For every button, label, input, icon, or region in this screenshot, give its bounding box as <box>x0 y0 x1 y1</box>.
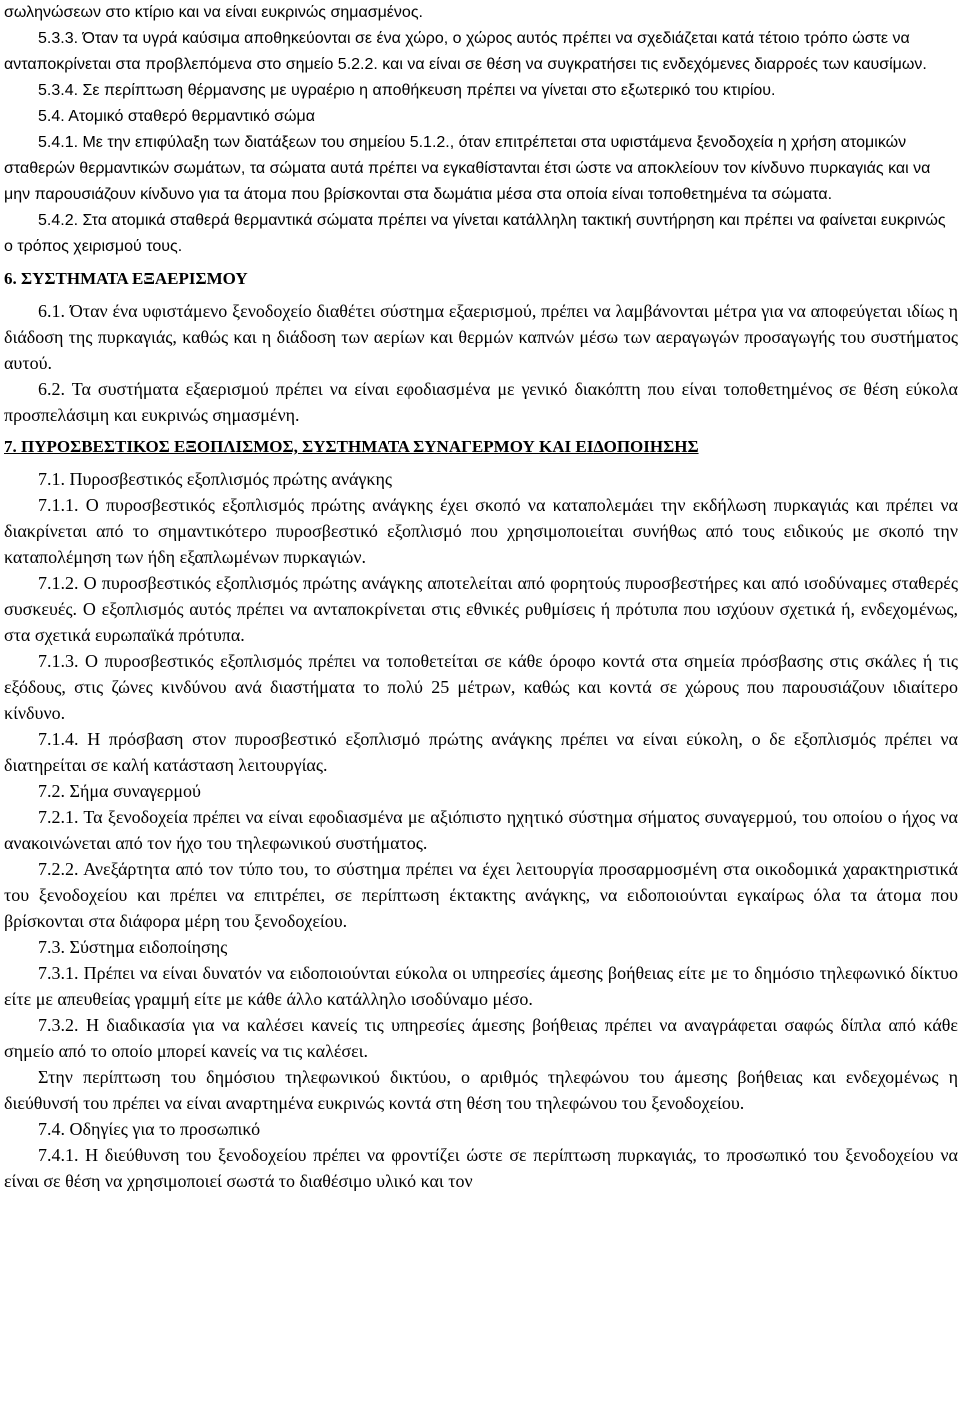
paragraph-7-1-1: 7.1.1. Ο πυροσβεστικός εξοπλισμός πρώτης ανάγκης έχει σκοπό να καταπολεμάει την εκδήλωση πυρκαγιάς και πρέπει να διακρίνεται από το σημαντικότερο πυροσβεστικό εξοπλισμό που χρησιμοποιείται συνήθως από τους ειδικούς με σκοπό την καταπολέμηση των ήδη εξαπλωμένων πυρκαγιών. <box>4 495 958 567</box>
section-heading-7-part-b: Δ <box>593 437 604 456</box>
paragraph-6-2: 6.2. Τα συστήματα εξαερισμού πρέπει να είναι εφοδιασμένα με γενικό διακόπτη που είναι τοποθετημένος σε θέση εύκολα προσπελάσιμη και ευκρινώς σημασμένη. <box>4 379 958 425</box>
paragraph-5-4: 5.4. Ατομικό σταθερό θερμαντικό σώμα <box>38 108 315 125</box>
paragraph-7-1-3: 7.1.3. Ο πυροσβεστικός εξοπλισμός πρέπει να τοποθετείται σε κάθε όροφο κοντά στα σημεία πρόσβασης στις σκάλες ή τις εξόδους, στις ζώνες κινδύνου ανά διαστήματα το πολύ 25 μέτρων, καθώς και κοντά σε χώρους που παρουσιάζουν ιδιαίτερο κίνδυνο. <box>4 651 958 723</box>
paragraph-7-4-1: 7.4.1. Η διεύθυνση του ξενοδοχείου πρέπει να φροντίζει ώστε σε περίπτωση πυρκαγιάς, το προσωπικό του ξενοδοχείου να είναι σε θέση να χρησιμοποιεί σωστά το διαθέσιμο υλικό και τον <box>4 1145 958 1191</box>
paragraph-7-1: 7.1. Πυροσβεστικός εξοπλισμός πρώτης ανάγκης <box>38 469 392 489</box>
section-heading-7 <box>4 432 958 462</box>
paragraph-7-4: 7.4. Οδηγίες για το προσωπικό <box>38 1119 261 1139</box>
paragraph-7-2-2: 7.2.2. Ανεξάρτητα από τον τύπο του, το σύστημα πρέπει να έχει λειτουργία προσαρμοσμένη στα οικοδομικά χαρακτηριστικά του ξενοδοχείου και πρέπει να επιτρέπει, σε περίπτωση έκτακτης ανάγκης, να ειδοποιούνται εγκαίρως όλα τα άτομα που βρίσκονται στα διάφορα μέρη του ξενοδοχείου. <box>4 859 958 931</box>
paragraph-5-4-1: 5.4.1. Με την επιφύλαξη των διατάξεων του σημείου 5.1.2., όταν επιτρέπεται στα υφιστάμενα ξενοδοχεία η χρήση ατομικών σταθερών θερμαντικών σωμάτων, τα σώματα αυτά πρέπει να εγκαθίστανται έτσι ώστε να αποκλείουν τον κίνδυνο πυρκαγιάς και να μην παρουσιάζουν κίνδυνο για τα άτομα που βρίσκονται στα δωμάτια μέσα στα οποία είναι τοποθετημένα τα σώματα. <box>4 134 931 203</box>
paragraph-5-3-3: 5.3.3. Όταν τα υγρά καύσιμα αποθηκεύονται σε ένα χώρο, ο χώρος αυτός πρέπει να σχεδιάζεται κατά τέτοιο τρόπο ώστε να ανταποκρίνεται στα προβλεπόμενα στο σημείο 5.2.2. και να είναι σε θέση να συγκρατήσει τις ενδεχόμενες διαρροές των καυσίμων. <box>4 30 927 73</box>
paragraph-public-network: Στην περίπτωση του δημόσιου τηλεφωνικού δικτύου, ο αριθμός τηλεφώνου του άμεσης βοήθειας και ενδεχομένως η διεύθυνσή του πρέπει να είναι αναρτημένα ευκρινώς κοντά στη θέση του τηλεφώνου του ξενοδοχείου. <box>4 1067 958 1113</box>
paragraph-7-3-2: 7.3.2. Η διαδικασία για να καλέσει κανείς τις υπηρεσίες άμεσης βοήθειας πρέπει να αναγράφεται σαφώς δίπλα από κάθε σημείο από το οποίο μπορεί κανείς να τις καλέσει. <box>4 1015 958 1061</box>
paragraph-7-2-1: 7.2.1. Τα ξενοδοχεία πρέπει να είναι εφοδιασμένα με αξιόπιστο ηχητικό σύστημα σήματος συναγερμού, του οποίου ο ήχος να ανακοινώνεται από τον ήχο του τηλεφωνικού συστήματος. <box>4 807 958 853</box>
paragraph-6-1: 6.1. Όταν ένα υφιστάμενο ξενοδοχείο διαθέτει σύστημα εξαερισμού, πρέπει να λαμβάνονται μέτρα για να αποφεύγεται ιδίως η διάδοση της πυρκαγιάς, καθώς και η διάδοση των αερίων και θερμών καπνών μέσω των αεραγωγών προσαγωγής του συστήματος αυτού. <box>4 301 958 373</box>
section-heading-7-part-c: ΟΠΟΙΗΣΗΣ <box>603 437 699 456</box>
paragraph-7-3-1: 7.3.1. Πρέπει να είναι δυνατόν να ειδοποιούνται εύκολα οι υπηρεσίες άμεσης βοήθειας είτε με το δημόσιο τηλεφωνικό δίκτυο είτε με απευθείας γραμμή είτε με κάθε άλλο κατάλληλο ισοδύναμο μέσο. <box>4 963 958 1009</box>
section-heading-6: 6. ΣΥΣΤΗΜΑΤΑ ΕΞΑΕΡΙΣΜΟΥ <box>4 269 248 288</box>
paragraph-7-3: 7.3. Σύστημα ειδοποίησης <box>38 937 228 957</box>
paragraph-p0: σωληνώσεων στο κτίριο και να είναι ευκρινώς σημασμένος. <box>4 4 423 21</box>
paragraph-7-2: 7.2. Σήμα συναγερμού <box>38 781 201 801</box>
section-heading-7-part-a: 7. ΠΥΡΟΣΒΕΣΤΙΚΟΣ ΕΞΟΠΛΙΣΜΟΣ, ΣΥΣΤΗΜΑΤΑ ΣΥΝΑΓΕΡΜΟΥ ΚΑΙ ΕΙ <box>4 437 594 456</box>
paragraph-7-1-4: 7.1.4. Η πρόσβαση στον πυροσβεστικό εξοπλισμό πρώτης ανάγκης πρέπει να είναι εύκολη, ο δε εξοπλισμός πρέπει να διατηρείται σε καλή κατάσταση λειτουργίας. <box>4 729 958 775</box>
paragraph-7-1-2: 7.1.2. Ο πυροσβεστικός εξοπλισμός πρώτης ανάγκης αποτελείται από φορητούς πυροσβεστήρες και από ισοδύναμες σταθερές συσκευές. Ο εξοπλισμός αυτός πρέπει να ανταποκρίνεται στις εθνικές ρυθμίσεις ή πρότυπα που ισχύουν σχετικά ή, ενδεχομένως, στα σχετικά ευρωπαϊκά πρότυπα. <box>4 573 958 645</box>
paragraph-5-3-4: 5.3.4. Σε περίπτωση θέρμανσης με υγραέριο η αποθήκευση πρέπει να γίνεται στο εξωτερικό του κτιρίου. <box>38 82 776 99</box>
paragraph-5-4-2: 5.4.2. Στα ατομικά σταθερά θερμαντικά σώματα πρέπει να γίνεται κατάλληλη τακτική συντήρηση και πρέπει να φαίνεται ευκρινώς ο τρόπος χειρισμού τους. <box>4 212 946 255</box>
